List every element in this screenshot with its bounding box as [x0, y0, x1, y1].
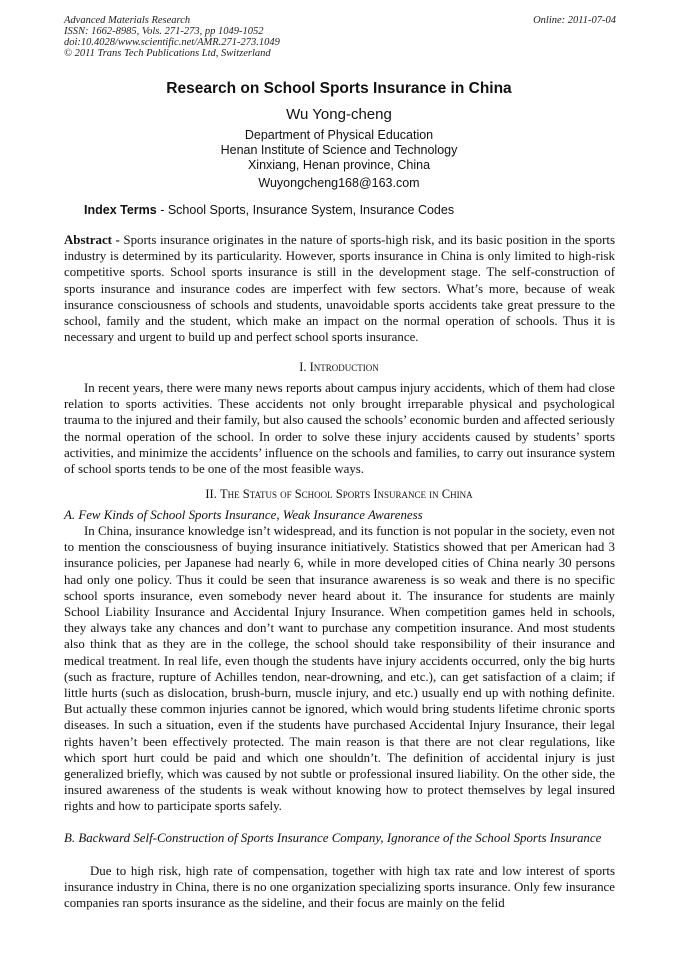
introduction-paragraph: In recent years, there were many news reports about campus injury accidents, which of them had close relation to sports activities. These accidents not only brought irreparable physical and psychological trauma to the injured and their family, but also caused the schools’ economic burden and affected seriously the normal operation of the school. In order to solve these injury accidents caused by students’ sports activities, and minimize the accidents’ influence on the schools and families, to carry out insurance system of school sports tends to be one of the most feasible ways. — [64, 381, 615, 477]
affiliation-department: Department of Physical Education — [244, 128, 434, 142]
issn-line: ISSN: 1662-8985, Vols. 271-273, pp 1049-1052 — [64, 26, 264, 37]
abstract-label: Abstract - — [64, 233, 120, 247]
section-heading-status — [0, 487, 678, 502]
index-terms — [84, 203, 454, 217]
section-number: I. — [299, 360, 307, 374]
section-title: The Status of School Sports Insurance in China — [219, 487, 473, 501]
affiliation-location: Xinxiang, Henan province, China — [247, 158, 431, 172]
online-date: Online: 2011-07-04 — [533, 15, 616, 26]
subsection-a-paragraph: In China, insurance knowledge isn’t widespread, and its function is not popular in the society, even not to mention the consciousness of buying insurance initiatively. Statistics showed that per American had 3 insurance policies, per Japanese had nearly 6, while in more developed cities of China nearly 30 persons had only one policy. Thus it could be seen that insurance awareness is so weak and there is no specific school sports insurance, even somebody never heard about it. The insurance for students are mainly School Liability Insurance and Accidental Injury Insurance. When competition games held in schools, they always take any chances and don’t want to purchase any competition insurance. And most students also think that as they are in the college, the school should take responsibility of their insurance and medical treatment. In real life, even though the students have injury accidents occurred, only the big hurts (such as fracture, rupture of Achilles tendon, near-drowning, and etc.), can get satisfaction of a claim; if little hurts (such as dislocation, brush-burn, muscle injury, and etc.) usually end up with nothing definite. But actually these common injuries cannot be ignored, which would bring students lifetime chronic sports diseases. In such a situation, even if the students have purchased Accidental Injury Insurance, their legal rights haven’t been effectively protected. The main reason is that there are not clear regulations, like which sport hurt could be paid and which one shouldn’t. The definition of accidental injury is just generalized briefly, which was caused by not subtle or professional insured liability. On the other side, the insured awareness of the students is weak without knowing how to protect themselves by legal insured rights and how to participate sports safely. — [64, 524, 615, 814]
section-title: Introduction — [309, 360, 379, 374]
index-terms-text: - School Sports, Insurance System, Insurance Codes — [156, 203, 455, 217]
journal-name: Advanced Materials Research — [64, 15, 191, 26]
section-number: II. — [205, 487, 217, 501]
index-terms-label: Index Terms — [84, 203, 157, 217]
author-name: Wu Yong-cheng — [286, 106, 392, 123]
journal-header — [64, 15, 616, 59]
abstract — [64, 232, 615, 345]
author-email: Wuyongcheng168@163.com — [258, 176, 420, 190]
copyright-line: © 2011 Trans Tech Publications Ltd, Switzerland — [64, 48, 271, 59]
subsection-b-paragraph: Due to high risk, high rate of compensation, together with high tax rate and low interest of sports insurance industry in China, there is no one organization specializing sports insurance. Only few insurance companies ran sports insurance as the sideline, and their focus are mainly on the felid — [64, 864, 615, 911]
subsection-heading-b: B. Backward Self-Construction of Sports Insurance Company, Ignorance of the School Sports Insurance — [64, 831, 602, 845]
subsection-heading-a: A. Few Kinds of School Sports Insurance, Weak Insurance Awareness — [64, 508, 423, 522]
affiliation-institute: Henan Institute of Science and Technology — [220, 143, 458, 157]
paper-title: Research on School Sports Insurance in China — [166, 80, 512, 97]
doi-line: doi:10.4028/www.scientific.net/AMR.271-273.1049 — [64, 37, 280, 48]
section-heading-introduction — [0, 360, 678, 375]
author-affiliation — [0, 128, 678, 173]
abstract-text: Sports insurance originates in the nature of sports-high risk, and its basic position in the sports industry is determined by its particularity. However, sports insurance in China is only limited to high-risk competitive sports. School sports insurance is still in the development stage. The self-construction of sports insurance and insurance codes are imperfect with few sectors. What’s more, because of weak insurance consciousness of schools and students, unavoidable sports accidents take great pressure to the school, family and the student, which make an impact on the normal operation of schools. Thus it is necessary and urgent to build up and perfect school sports insurance. — [64, 233, 615, 345]
